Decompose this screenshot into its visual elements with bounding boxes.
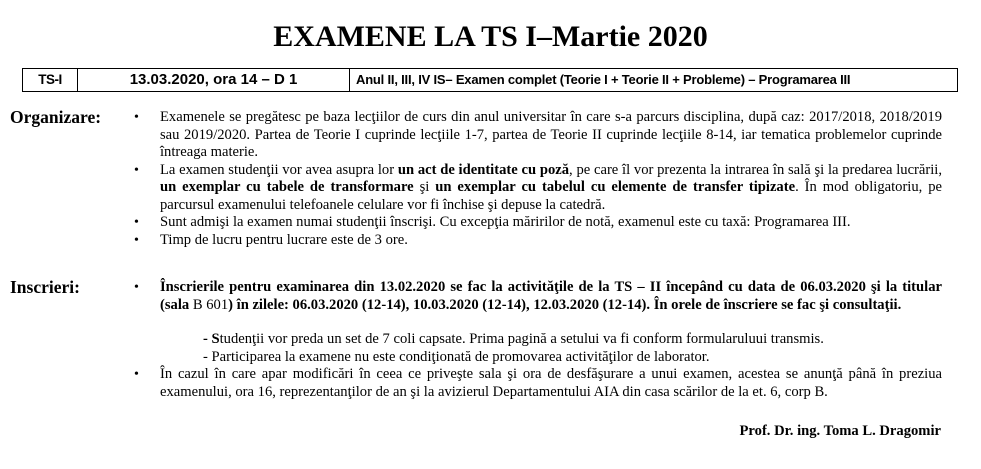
inscrieri-label: Inscrieri:: [10, 277, 80, 297]
page-title: EXAMENE LA TS I–Martie 2020: [273, 20, 708, 53]
exam-date-cell: 13.03.2020, ora 14 – D 1: [78, 69, 350, 91]
inscrieri-subitem-2: - Participarea la examene nu este condiţionată de promovarea activităţilor de laborator.: [203, 348, 710, 365]
signature: Prof. Dr. ing. Toma L. Dragomir: [739, 423, 941, 439]
inscrieri-item-2: • În cazul în care apar modificări în ceea ce priveşte sala şi ora de desfăşurare a unui examen, acestea se anunţă până în preziua examenului, ora 16, reprezentanţilor de an şi la avizierul Departamentului AIA din casa scărilor de la et. 6, corp B.: [134, 366, 942, 401]
id-requirement: un act de identitate cu poză: [397, 161, 570, 178]
course-code-cell: TS-I: [23, 69, 78, 91]
organizare-item-2: • La examen studenţii vor avea asupra lor un act de identitate cu poză, pe care îl vor prezenta la intrarea în sală şi la predarea lucrării, un exemplar cu tabele de transformare şi un exemplar cu tabelul cu elemente de transfer tipizate. În mod obligatoriu, pe parcursul examenului telefoanele celulare vor fi închise şi depuse la catedră.: [134, 162, 942, 215]
organizare-item-4: • Timp de lucru pentru lucrare este de 3 ore.: [134, 232, 942, 250]
organizare-item-1: • Examenele se pregătesc pe baza lecţiilor de curs din anul universitar în care s-a parcurs disciplina, după caz: 2017/2018, 2018/2019 sau 2019/2020. Partea de Teorie I cuprinde lecţiile 1-7, partea de Teorie II cuprinde lecţiile 8-14, iar tematica problemelor cuprinde întreaga materie.: [134, 109, 942, 162]
organizare-item-3: • Sunt admişi la examen numai studenţii înscrişi. Cu excepţia măririlor de notă, examenul este cu taxă: Programarea III.: [134, 214, 942, 232]
transform-tables-requirement: un exemplar cu tabele de transformare: [160, 179, 414, 195]
organizare-label: Organizare:: [10, 107, 102, 127]
inscrieri-item-1: • Înscrierile pentru examinarea din 13.02.2020 se fac la activităţile de la TS – II începând cu data de 06.03.2020 şi la titular (sala B 601) în zilele: 06.03.2020 (12-14), 10.03.2020 (12-14), 12.03.2020 (12-14). În orele de înscriere se fac şi consultaţii.: [134, 279, 942, 314]
inscrieri-subitem-1: - Studenţii vor preda un set de 7 coli capsate. Prima pagină a setului va fi conform formularuluui transmis.: [203, 331, 824, 347]
exam-header-row: [22, 68, 958, 92]
exam-description-cell: Anul II, III, IV IS– Examen complet (Teorie I + Teorie II + Probleme) – Programarea III: [356, 72, 851, 87]
inscrieri-list-1: [134, 279, 942, 314]
organizare-list: [134, 109, 942, 249]
inscrieri-list-2: [134, 366, 942, 401]
transfer-elements-requirement: un exemplar cu tabelul cu elemente de transfer tipizate: [435, 179, 796, 195]
